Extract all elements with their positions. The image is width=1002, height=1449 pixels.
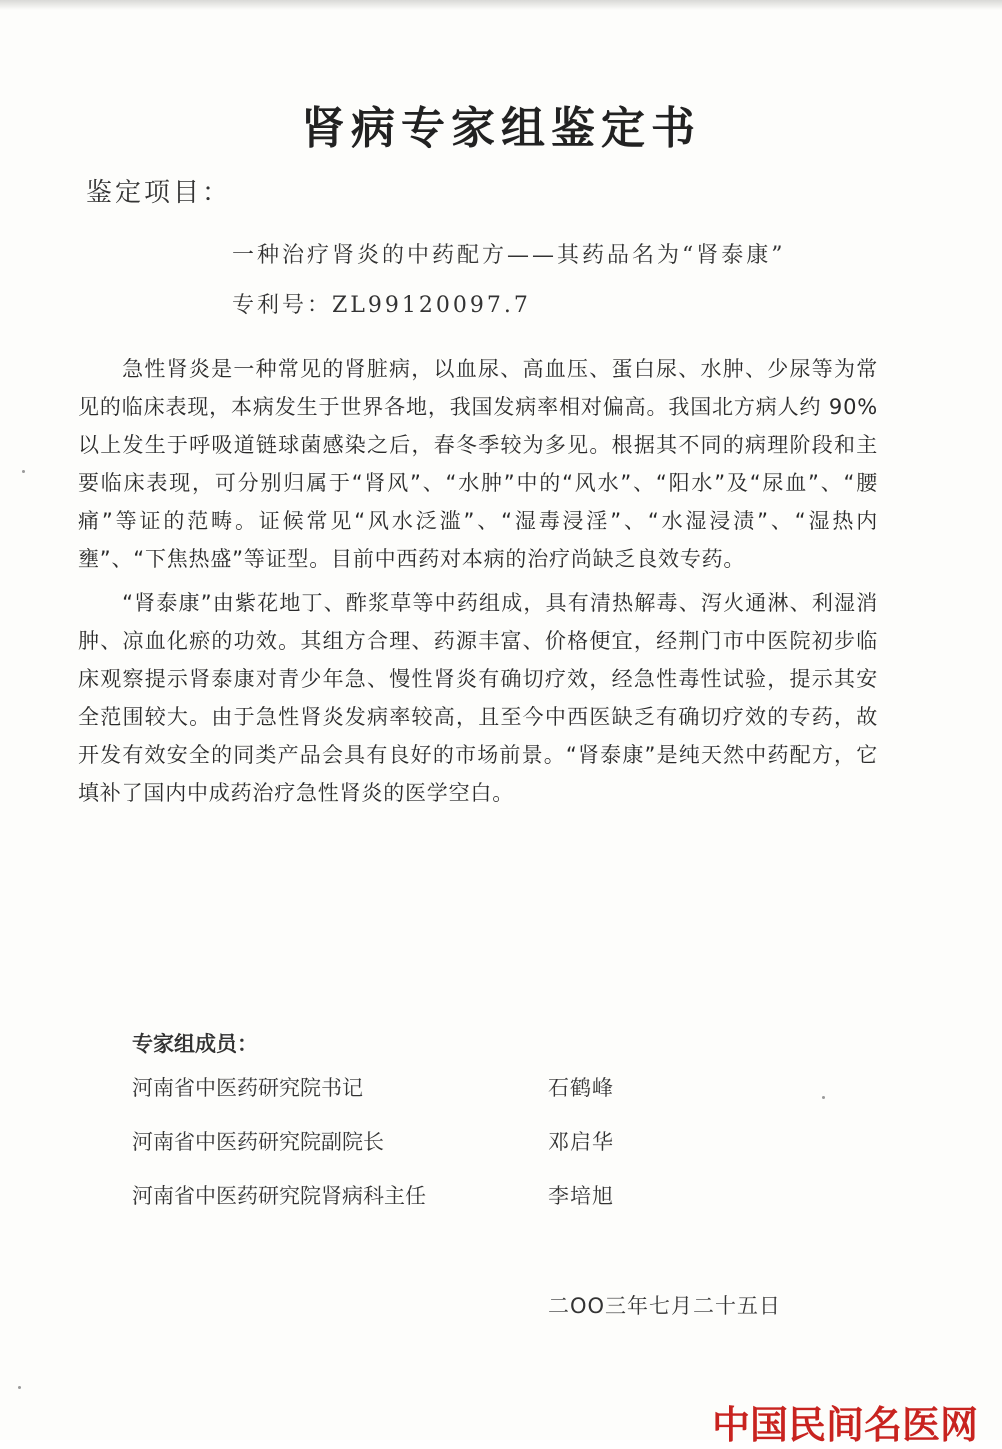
members-heading: 专家组成员： xyxy=(132,1032,258,1056)
member-row xyxy=(132,1126,752,1160)
member-row xyxy=(132,1180,752,1214)
scan-edge-shadow xyxy=(0,0,1002,10)
patent-number: 专利号：ZL99120097.7 xyxy=(232,293,531,318)
paragraph-1: 急性肾炎是一种常见的肾脏病，以血尿、高血压、蛋白尿、水肿、少尿等为常见的临床表现，本病发生于世界各地，我国发病率相对偏高。我国北方病人约 90%以上发生于呼吸道链球菌感染之后，春冬季较为多见。根据其不同的病理阶段和主要临床表现，可分别归属于“肾风”、“水肿”中的“风水”、“阳水”及“尿血”、“腰痛”等证的范畴。证候常见“风水泛滥”、“湿毒浸淫”、“水湿浸渍”、“湿热内壅”、“下焦热盛”等证型。目前中西药对本病的治疗尚缺乏良效专药。 xyxy=(78,357,878,571)
member-name: 石鹤峰 xyxy=(548,1076,614,1100)
scan-speck xyxy=(822,1096,825,1099)
document-date: 二OO三年七月二十五日 xyxy=(548,1294,782,1318)
member-title: 河南省中医药研究院肾病科主任 xyxy=(132,1184,426,1208)
site-watermark: 中国民间名医网 xyxy=(712,1403,979,1447)
scan-speck xyxy=(18,1386,21,1389)
member-name: 邓启华 xyxy=(548,1130,614,1154)
body-text xyxy=(78,350,878,812)
member-title: 河南省中医药研究院副院长 xyxy=(132,1130,384,1154)
project-label: 鉴定项目： xyxy=(86,178,232,208)
member-title: 河南省中医药研究院书记 xyxy=(132,1076,363,1100)
scan-speck xyxy=(22,470,25,473)
paragraph-2: “肾泰康”由紫花地丁、酢浆草等中药组成，具有清热解毒、泻火通淋、利湿消肿、凉血化瘀的功效。其组方合理、药源丰富、价格便宜，经荆门市中医院初步临床观察提示肾泰康对青少年急、慢性肾炎有确切疗效，经急性毒性试验，提示其安全范围较大。由于急性肾炎发病率较高，且至今中西医缺乏有确切疗效的专药，故开发有效安全的同类产品会具有良好的市场前景。“肾泰康”是纯天然中药配方，它填补了国内中成药治疗急性肾炎的医学空白。 xyxy=(78,591,878,805)
document-title: 肾病专家组鉴定书 xyxy=(301,103,701,154)
member-name: 李培旭 xyxy=(548,1184,614,1208)
project-name: 一种治疗肾炎的中药配方——其药品名为“肾泰康” xyxy=(232,243,786,268)
member-row xyxy=(132,1072,752,1106)
